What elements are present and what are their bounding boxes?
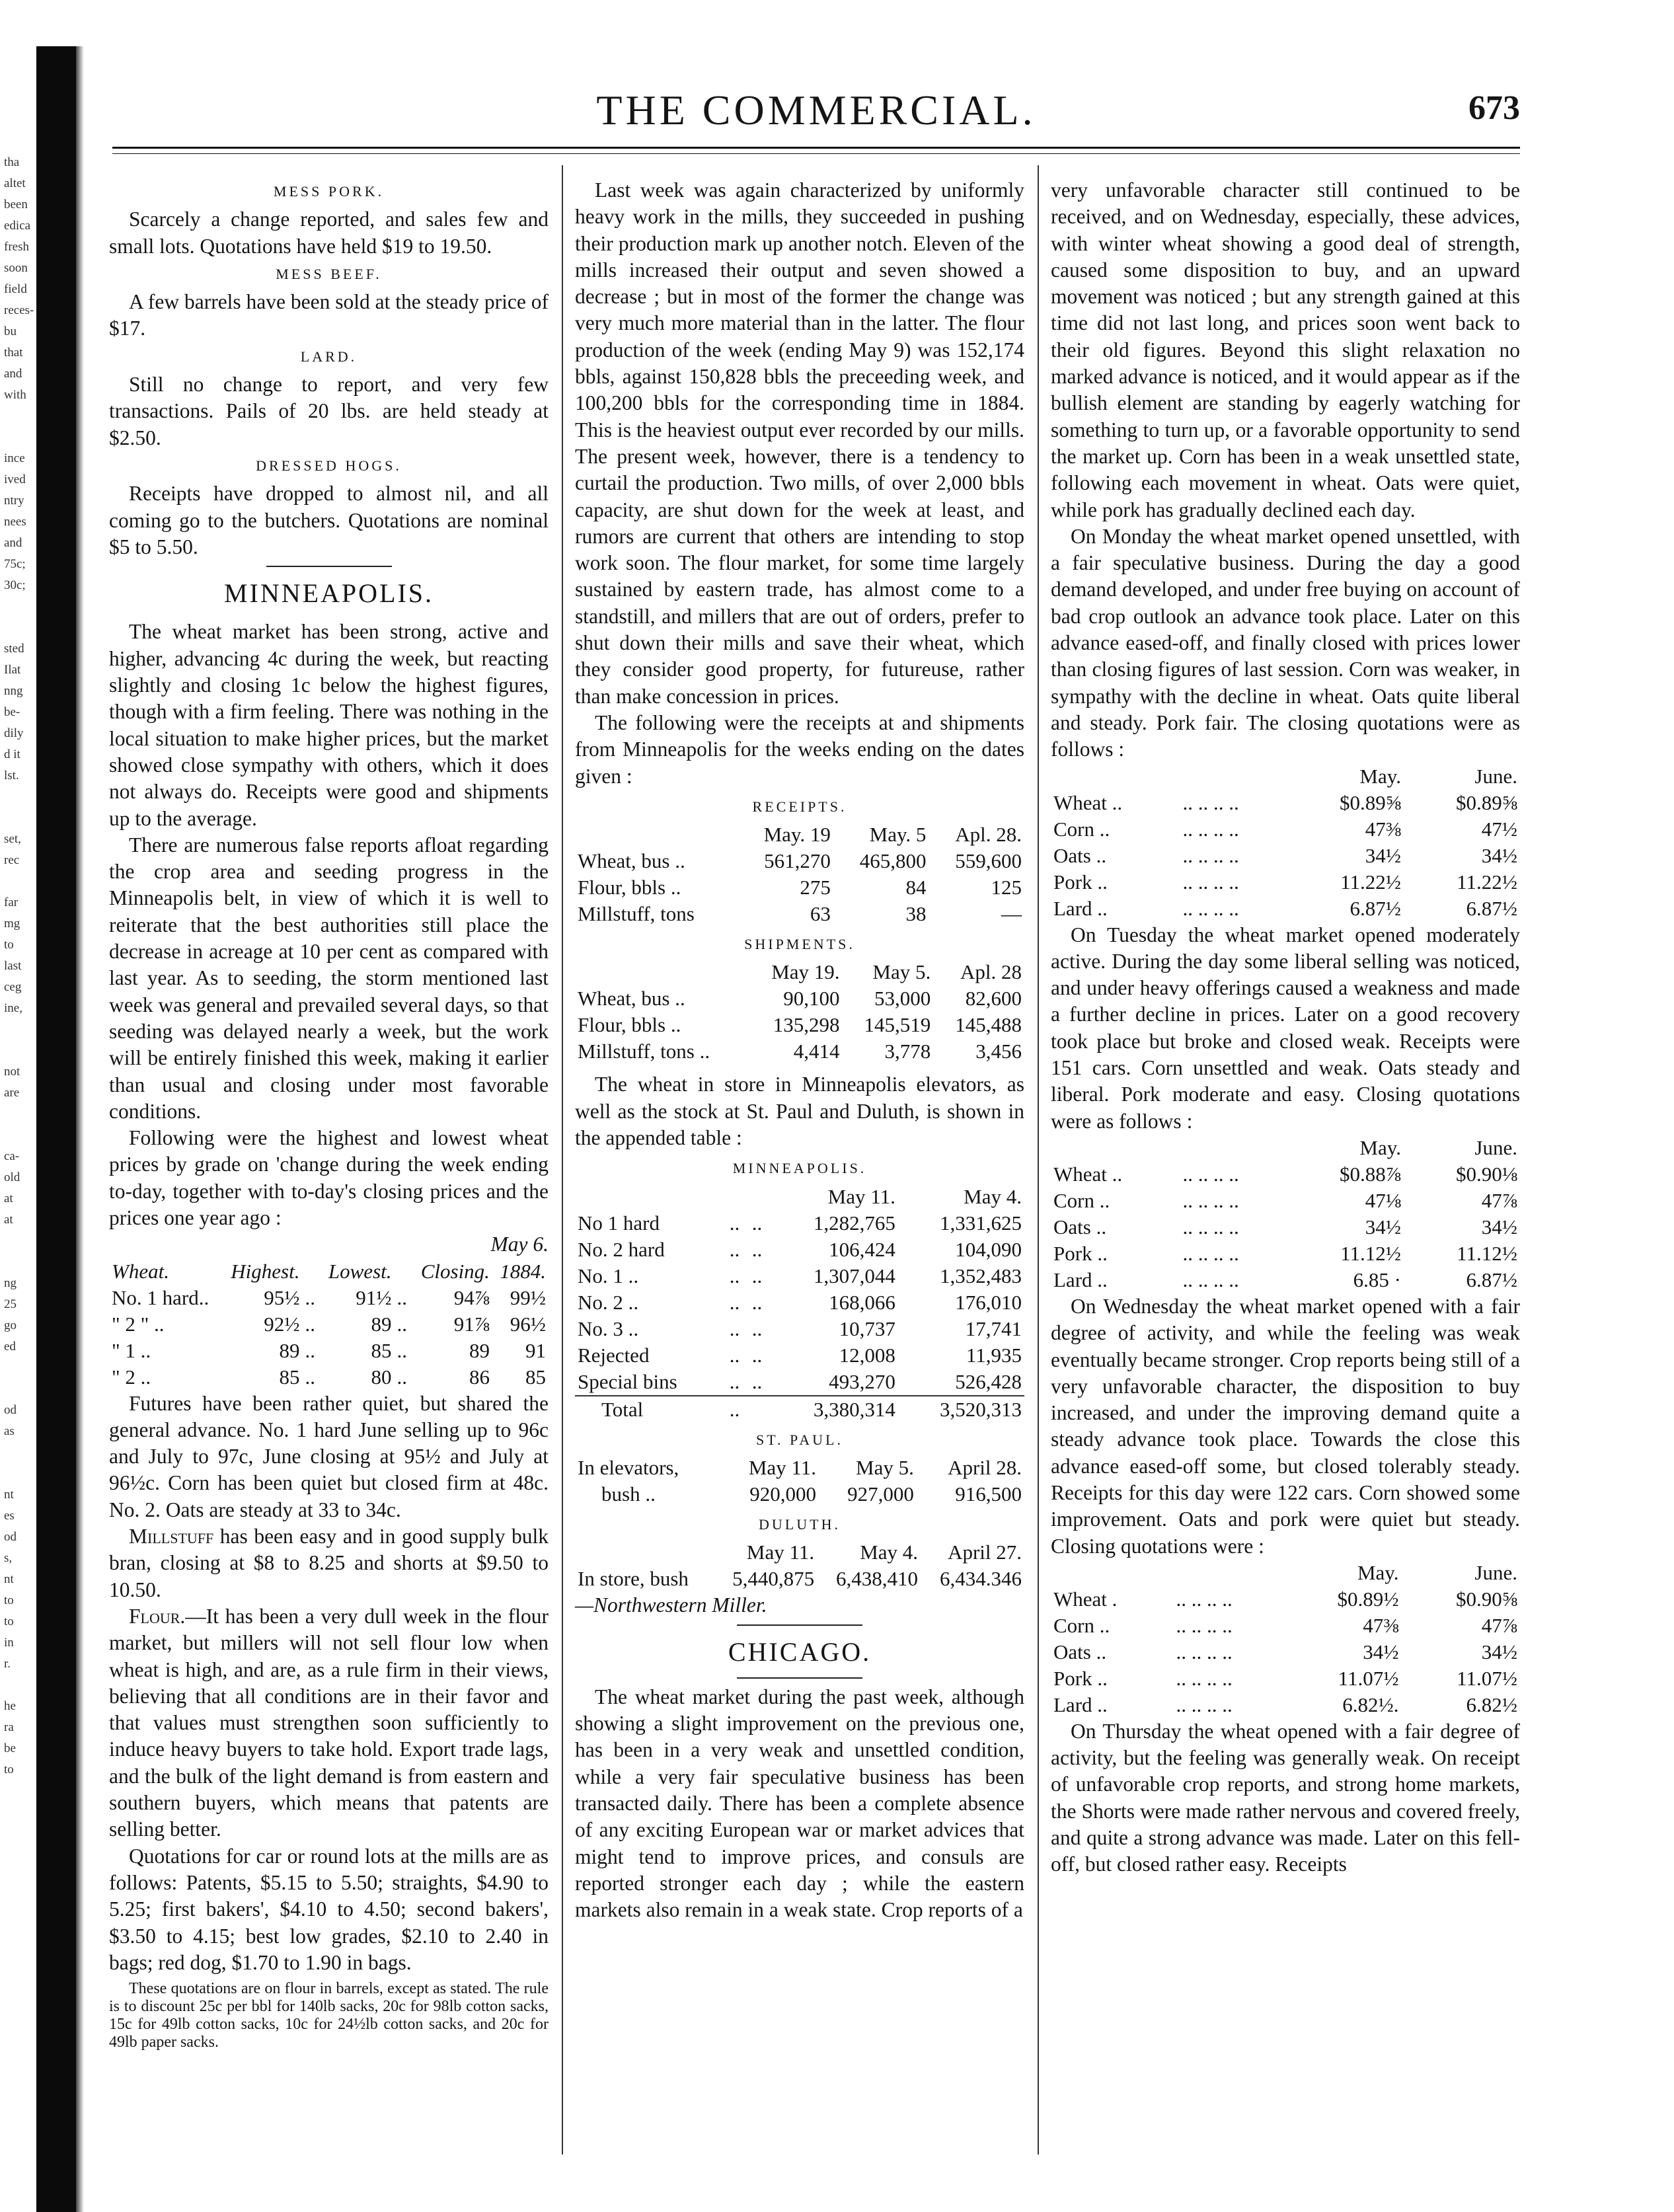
table-cell: Rejected <box>578 1343 650 1367</box>
table-row <box>1051 1613 1520 1639</box>
page-number: 673 <box>1468 89 1520 127</box>
table-cell: 10,737 <box>839 1316 895 1340</box>
table-cell: .. <box>397 1338 407 1362</box>
table-cell: 6,438,410 <box>836 1567 919 1591</box>
table-cell: Special bins <box>578 1369 677 1393</box>
table-cell: 11,935 <box>966 1343 1022 1367</box>
table-cell: 85 <box>279 1365 300 1389</box>
quotations-table-wednesday <box>1051 1560 1520 1718</box>
paragraph-text: has been easy and in good supply bulk bran, closing at $8 to 8.25 and shorts at $9.50 to 10.50. <box>109 1525 549 1601</box>
paragraph: On Tuesday the wheat market opened moderately active. During the day some liberal selling was noticed, and under heavy offerings caused a weakness and made a further decline in prices. Later on a good recovery took place but broke and closed weak. Receipts were 151 cars. Corn unsettled and weak. Oats steady and liberal. Pork moderate and easy. Closing quotations were as follows : <box>1051 923 1520 1133</box>
table-cell: Wheat . <box>1053 1587 1118 1611</box>
table-cell: .. .. .. .. <box>1176 1693 1233 1716</box>
table-row <box>575 1289 1024 1316</box>
table-cell: No. 2 hard <box>578 1237 665 1261</box>
table-row <box>109 1364 549 1391</box>
header-rule-thin <box>112 153 1520 154</box>
table-cell: .. <box>397 1312 407 1336</box>
table-cell: 84 <box>905 876 927 899</box>
table-header: April 28. <box>948 1455 1022 1479</box>
table-cell: No. 1 .. <box>578 1264 639 1287</box>
table-cell: $0.90⅝ <box>1456 1587 1517 1611</box>
table-row <box>1051 1692 1520 1718</box>
quotations-table-tuesday <box>1051 1135 1520 1293</box>
run-in-heading: Millstuff <box>129 1525 214 1548</box>
table-header: May 5. <box>856 1455 914 1479</box>
table-cell: 89 <box>279 1338 300 1362</box>
table-row <box>575 1012 1024 1038</box>
table-header: May. <box>1357 1560 1399 1584</box>
table-cell: Wheat, bus .. <box>578 987 685 1011</box>
table-cell: 920,000 <box>749 1482 817 1506</box>
table-cell: 85 <box>525 1365 546 1389</box>
table-row <box>109 1285 549 1311</box>
table-cell: 99½ <box>510 1285 546 1309</box>
section-rule <box>737 1677 862 1679</box>
table-header: May 19. <box>771 960 840 984</box>
paragraph: The wheat market during the past week, although showing a slight improvement on the previous one, has been in a very weak and unsettled condition, while a very fair speculative business has been transacted daily. There has been a complete absence of any exciting European war or market advices that might tend to improve prices, and consuls are reported stronger each day ; while the eastern markets also remain in a weak state. Crop reports of a <box>575 1685 1024 1922</box>
table-cell: 89 <box>469 1338 490 1362</box>
table-cell: 176,010 <box>955 1290 1022 1314</box>
table-cell: No. 2 .. <box>578 1290 639 1314</box>
table-cell: 34½ <box>1363 1640 1399 1663</box>
table-cell: .. .. .. .. <box>1182 790 1239 814</box>
table-cell: Pork .. <box>1053 1666 1108 1690</box>
table-cell: 12,008 <box>839 1343 895 1367</box>
table-cell: Lard .. <box>1053 896 1108 920</box>
paragraph: A few barrels have been sold at the steady price of $17. <box>109 290 549 340</box>
table-row <box>575 901 1024 927</box>
table-cell: 104,090 <box>955 1237 1022 1261</box>
table-cell: .. <box>729 1264 740 1287</box>
section-title: CHICAGO. <box>728 1636 872 1667</box>
table-cell: 6,434.346 <box>940 1567 1022 1591</box>
table-cell: .. <box>397 1285 407 1309</box>
column-3 <box>1051 177 1520 1878</box>
table-heading: DULUTH. <box>759 1515 841 1533</box>
page-header <box>112 86 1520 139</box>
table-cell: .. .. .. .. <box>1182 1215 1239 1239</box>
table-cell: Flour, bbls .. <box>578 876 681 899</box>
table-cell: .. .. .. .. <box>1182 817 1239 841</box>
table-cell: bush .. <box>601 1482 656 1506</box>
table-cell: 47⅜ <box>1365 817 1401 841</box>
table-cell: 559,600 <box>955 849 1022 873</box>
table-cell: 34½ <box>1481 843 1517 867</box>
page-title: THE COMMERCIAL. <box>596 87 1036 133</box>
table-cell: 91 <box>525 1338 546 1362</box>
table-cell: 916,500 <box>955 1482 1022 1506</box>
table-cell: 493,270 <box>829 1369 895 1393</box>
table-cell: 1,352,483 <box>940 1264 1022 1287</box>
paragraph: The wheat in store in Minneapolis elevators, as well as the stock at St. Paul and Duluth, is shown in the appended table : <box>575 1073 1024 1150</box>
table-cell: 465,800 <box>859 849 927 873</box>
table-cell: Lard .. <box>1053 1268 1108 1291</box>
table-cell: 47⅞ <box>1481 1613 1517 1637</box>
table-cell: $0.88⅞ <box>1339 1162 1401 1186</box>
table-cell: 47⅛ <box>1365 1188 1401 1212</box>
table-cell: 38 <box>905 902 927 926</box>
table-cell: 145,519 <box>864 1013 931 1037</box>
table-cell: 47½ <box>1481 817 1517 841</box>
paragraph: Following were the highest and lowest wheat prices by grade on 'change during the week ending to-day, together with to-day's closing prices and the prices one year ago : <box>109 1126 549 1229</box>
section-title: MINNEAPOLIS. <box>223 578 434 609</box>
table-row <box>575 848 1024 874</box>
table-cell: $0.89½ <box>1337 1587 1399 1611</box>
table-cell: 91½ <box>356 1285 392 1309</box>
table-cell: 34½ <box>1481 1215 1517 1239</box>
table-cell: " 1 .. <box>112 1338 151 1362</box>
table-cell: 82,600 <box>965 987 1022 1011</box>
table-heading: MINNEAPOLIS. <box>732 1160 867 1177</box>
table-total-row <box>575 1396 1024 1423</box>
table-cell: 95½ <box>264 1285 300 1309</box>
table-cell: .. .. .. .. <box>1176 1666 1233 1690</box>
table-cell: .. <box>729 1343 740 1367</box>
table-header: June. <box>1474 1135 1517 1159</box>
table-cell: .. .. .. .. <box>1182 1162 1239 1186</box>
paragraph: Quotations for car or round lots at the mills are as follows: Patents, $5.15 to 5.50; straights, $4.90 to 5.25; first bakers', $4.10 to 4.50; second bakers', $3.50 to 4.15; best low grades, $2.10 to 2.40 in bags; red dog, $1.70 to 1.90 in bags. <box>109 1844 549 1974</box>
paragraph: The wheat market has been strong, active and higher, advancing 4c during the week, but reacting slightly and closing 1c below the highest figures, though with a firm feeling. There was nothing in the local situation to make higher prices, but the market showed close sympathy with others, which it does not always do. Receipts were good and shipments up to the average. <box>109 620 549 830</box>
table-cell: .. .. .. .. <box>1176 1613 1233 1637</box>
minneapolis-stock-table <box>575 1184 1024 1423</box>
table-cell: 89 <box>371 1312 392 1336</box>
table-cell: 11.12½ <box>1457 1241 1517 1265</box>
table-cell: 63 <box>810 902 831 926</box>
grade-prices-table <box>109 1258 549 1391</box>
table-cell: " 2 " .. <box>112 1312 165 1336</box>
table-cell: $0.89⅝ <box>1339 790 1401 814</box>
section-heading: LARD. <box>300 348 358 365</box>
paragraph: Last week was again characterized by uniformly heavy work in the mills, they succeeded in pushing their production mark up another notch. Eleven of the mills increased their output and seven showed a decrease ; but in most of the former the change was very much more material than in the latter. The flour production of the week (ending May 9) was 152,174 bbls, against 150,828 bbls the preceeding week, and 100,200 bbls for the corresponding time in 1884. This is the heaviest output ever recorded by our mills. The present week, however, there is a tendency to curtail the production. Two mills, of over 2,000 bbls capacity, are shut down for the week at least, and rumors are current that others are intending to stop work soon. The flour market, for some time largely sustained by eastern trade, has almost come to a standstill, and millers that are out of orders, prefer to shut down their mills and save their wheat, which they consider good property, for futureuse, rather than make concession in prices. <box>575 178 1024 708</box>
paragraph <box>109 1523 549 1603</box>
table-row <box>1051 1214 1520 1240</box>
table-header: May 4. <box>860 1541 919 1564</box>
section-rule <box>737 1624 862 1626</box>
table-header: May 5. <box>872 960 931 984</box>
table-cell: .. .. .. .. <box>1176 1587 1233 1611</box>
table-cell: 3,778 <box>884 1040 931 1063</box>
quotations-table-monday <box>1051 763 1520 922</box>
table-cell: Lard .. <box>1053 1693 1108 1716</box>
table-cell: 1,307,044 <box>813 1264 895 1287</box>
table-cell: .. <box>729 1369 740 1393</box>
table-cell: .. <box>751 1343 763 1367</box>
table-cell: .. <box>305 1285 315 1309</box>
binding-shadow <box>76 46 84 2212</box>
table-cell: 11.07½ <box>1457 1666 1517 1690</box>
table-header: Closing. <box>420 1259 490 1283</box>
table-row <box>1051 869 1520 896</box>
table-row <box>575 1210 1024 1237</box>
table-cell: Corn .. <box>1053 817 1110 841</box>
table-row <box>1051 790 1520 816</box>
table-header: June. <box>1474 1560 1517 1584</box>
table-cell: .. .. .. .. <box>1182 870 1239 894</box>
source-credit: —Northwestern Miller. <box>575 1593 767 1617</box>
footnote: These quotations are on flour in barrels, except as stated. The rule is to discount 25c per bbl for 140lb sacks, 20c for 98lb cotton sacks, 15c for 49lb cotton sacks, 10c for 24½lb cotton sacks, and 20c for 49lb paper sacks. <box>109 1980 549 2051</box>
table-cell: No. 1 hard.. <box>112 1285 209 1309</box>
table-cell: 34½ <box>1481 1640 1517 1663</box>
table-cell: .. .. .. .. <box>1182 1241 1239 1265</box>
table-cell: 6.82½. <box>1342 1693 1399 1716</box>
table-cell: 3,380,314 <box>813 1397 895 1421</box>
table-cell: .. <box>729 1290 740 1314</box>
duluth-table <box>575 1539 1024 1592</box>
table-cell: .. <box>729 1237 740 1261</box>
table-row <box>1051 843 1520 869</box>
table-cell: 6.87½ <box>1466 896 1517 920</box>
table-header: May 11. <box>827 1184 895 1208</box>
table-cell: .. .. .. .. <box>1182 896 1239 920</box>
table-cell: Millstuff, tons .. <box>578 1040 710 1063</box>
table-cell: .. <box>729 1211 740 1235</box>
table-cell: 3,456 <box>975 1040 1022 1063</box>
table-cell: .. <box>397 1365 407 1389</box>
table-cell: 275 <box>800 876 831 899</box>
table-heading: SHIPMENTS. <box>744 936 855 953</box>
table-header: May. <box>1359 764 1401 788</box>
paragraph: On Thursday the wheat opened with a fair degree of activity, but the feeling was generally weak. On receipt of unfavorable crop reports, and strong home markets, the Shorts were made rather nervous and covered freely, and quite a strong advance was made. Later on this fell-off, but closed rather easy. Receipts <box>1051 1719 1520 1876</box>
table-cell: 168,066 <box>829 1290 895 1314</box>
table-cell: Total <box>601 1397 644 1421</box>
table-row <box>575 1316 1024 1342</box>
table-cell: 6.87½ <box>1350 896 1401 920</box>
table-cell: 1,282,765 <box>813 1211 895 1235</box>
table-cell: 91⅞ <box>453 1312 490 1336</box>
table-cell: Oats .. <box>1053 843 1107 867</box>
table-cell: 85 <box>371 1338 392 1362</box>
table-cell: Wheat .. <box>1053 1162 1123 1186</box>
table-row <box>1051 1161 1520 1188</box>
table-cell: 92½ <box>264 1312 300 1336</box>
table-header: 1884. <box>500 1259 546 1283</box>
table-heading: RECEIPTS. <box>752 798 847 815</box>
table-row <box>1051 1665 1520 1692</box>
table-cell: 47⅞ <box>1481 1188 1517 1212</box>
table-cell: .. .. .. .. <box>1182 843 1239 867</box>
paragraph: The following were the receipts at and shipments from Minneapolis for the weeks ending on the dates given : <box>575 710 1024 788</box>
table-cell: Pork .. <box>1053 870 1108 894</box>
table-cell: 3,520,313 <box>940 1397 1022 1421</box>
paragraph: Still no change to report, and very few transactions. Pails of 20 lbs. are held steady at $2.50. <box>109 373 549 449</box>
paragraph: On Monday the wheat market opened unsettled, with a fair speculative business. During the day a good demand developed, and under free buying on account of bad crop outlook an advance took place. Later on this advance eased-off, and finally closed with prices lower than closing figures of last session. Corn was weaker, in sympathy with the decline in wheat. Oats quite liberal and steady. Pork fair. The closing quotations were as follows : <box>1051 524 1520 761</box>
paragraph: Futures have been rather quiet, but shared the general advance. No. 1 hard June selling up to 96c and July to 97c, June closing at 95½ and July at 96½c. Corn has been quiet but closed firm at 48c. No. 2. Oats are steady at 33 to 34c. <box>109 1391 549 1521</box>
section-heading: MESS PORK. <box>273 183 385 200</box>
section-heading: DRESSED HOGS. <box>256 457 402 474</box>
table-cell: 125 <box>991 876 1022 899</box>
table-cell: 94⅞ <box>453 1285 490 1309</box>
table-cell: 11.12½ <box>1340 1241 1401 1265</box>
table-row <box>1051 1586 1520 1613</box>
table-cell: In elevators, <box>578 1455 679 1479</box>
table-row <box>1051 1240 1520 1267</box>
table-row <box>1051 1188 1520 1214</box>
table-header: May. <box>1359 1135 1401 1159</box>
table-cell: Oats .. <box>1053 1640 1107 1663</box>
table-cell: 1,331,625 <box>940 1211 1022 1235</box>
table-cell: 6.82½ <box>1466 1693 1517 1716</box>
header-rule <box>112 147 1520 149</box>
table-header: May. 5 <box>869 823 927 847</box>
table-cell: 86 <box>469 1365 490 1389</box>
table-cell: 11.22½ <box>1340 870 1401 894</box>
column-divider <box>562 165 563 2155</box>
table-cell: .. <box>305 1365 315 1389</box>
run-in-heading: Flour. <box>129 1604 186 1628</box>
table-cell: 34½ <box>1365 843 1401 867</box>
table-row <box>575 1263 1024 1289</box>
table-cell: .. .. .. .. <box>1182 1268 1239 1291</box>
table-cell: .. .. .. .. <box>1176 1640 1233 1663</box>
paragraph: Scarcely a change reported, and sales few and small lots. Quotations have held $19 to 19.50. <box>109 208 549 258</box>
table-cell: Corn .. <box>1053 1188 1110 1212</box>
table-date: May 6. <box>490 1233 549 1256</box>
table-row <box>109 1311 549 1338</box>
table-row <box>575 1481 1024 1507</box>
table-cell: .. <box>729 1397 740 1421</box>
table-row <box>575 1342 1024 1369</box>
table-header: May 11. <box>746 1541 815 1564</box>
table-header: May. 19 <box>763 823 831 847</box>
adjacent-page-fragments: tha altet been edica fresh soon field reces- bu that and with ince ived ntry nees and 75c; 30c; sted Ilat nng be- dily d it lst. set, rec far mg to last ceg ine, not are ca- old at at ng 25 go ed od as nt es od s, nt to to in r. he ra be to <box>4 155 34 1776</box>
table-cell: .. .. .. .. <box>1182 1188 1239 1212</box>
table-row <box>575 874 1024 901</box>
paragraph: very unfavorable character still continued to be received, and on Wednesday, especially, these advices, with winter wheat showing a good deal of strength, caused some disposition to buy, and an upward movement was noticed ; but any strength gained at this time did not last long, and prices soon went back to their old figures. Beyond this slight relaxation no marked advance is noticed, and it would appear as if the bullish element are standing by eagerly watching for something to turn up, or a favorable opportunity to send the market up. Corn has been in a weak unsettled state, following each movement in wheat. Oats were quiet, while pork has gradually declined each day. <box>1051 178 1520 521</box>
table-cell: 145,488 <box>955 1013 1022 1037</box>
table-cell: Pork .. <box>1053 1241 1108 1265</box>
table-header: Highest. <box>231 1259 300 1283</box>
paragraph: On Wednesday the wheat market opened with a fair degree of activity, and while the feeling was weak eventually became stronger. Crop reports being still of a very unfavorable character, the disposition to buy increased, and under the improving demand quite a steady advance took place. Towards the close this advance eased-off some, but closed tolerably steady. Receipts for this day were 122 cars. Corn showed some improvement. Oats and pork were quiet but steady. Closing quotations were : <box>1051 1294 1520 1558</box>
table-cell: No 1 hard <box>578 1211 660 1235</box>
table-cell: Flour, bbls .. <box>578 1013 681 1037</box>
table-cell: .. <box>751 1316 763 1340</box>
table-cell: 6.87½ <box>1466 1268 1517 1291</box>
shipments-table <box>575 959 1024 1065</box>
table-cell: 6.85 · <box>1353 1268 1401 1291</box>
table-row <box>1051 896 1520 922</box>
column-1 <box>109 177 549 2051</box>
table-cell: .. <box>751 1237 763 1261</box>
table-cell: In store, bush <box>578 1567 689 1591</box>
table-cell: .. <box>751 1211 763 1235</box>
table-row <box>575 985 1024 1012</box>
table-cell: 106,424 <box>829 1237 895 1261</box>
column-2 <box>575 177 1024 1923</box>
table-cell: " 2 .. <box>112 1365 151 1389</box>
binding-spine <box>36 46 76 2212</box>
table-cell: 135,298 <box>773 1013 840 1037</box>
table-cell: — <box>1001 902 1022 926</box>
table-header: June. <box>1474 764 1517 788</box>
table-row <box>109 1338 549 1364</box>
table-row <box>575 1369 1024 1396</box>
st-paul-table <box>575 1455 1024 1507</box>
table-cell: 47⅜ <box>1363 1613 1399 1637</box>
table-row <box>575 1566 1024 1592</box>
table-header: Apl. 28. <box>955 823 1022 847</box>
table-cell: 34½ <box>1365 1215 1401 1239</box>
column-divider <box>1038 165 1039 2155</box>
table-cell: 561,270 <box>764 849 831 873</box>
table-cell: 526,428 <box>955 1369 1022 1393</box>
table-cell: 96½ <box>510 1312 546 1336</box>
table-heading: ST. PAUL. <box>756 1431 843 1448</box>
table-cell: 927,000 <box>847 1482 914 1506</box>
section-rule <box>266 566 392 567</box>
table-cell: 90,100 <box>783 987 840 1011</box>
table-cell: No. 3 .. <box>578 1316 639 1340</box>
table-cell: $0.90⅛ <box>1456 1162 1517 1186</box>
table-header: May 11. <box>748 1455 817 1479</box>
table-header: Lowest. <box>328 1259 392 1283</box>
table-cell: $0.89⅝ <box>1456 790 1517 814</box>
table-cell: .. <box>751 1264 763 1287</box>
table-cell: 17,741 <box>965 1316 1022 1340</box>
table-cell: .. <box>751 1369 763 1393</box>
table-cell: 80 <box>371 1365 392 1389</box>
table-row <box>1051 816 1520 843</box>
table-cell: .. <box>305 1312 315 1336</box>
table-cell: .. <box>305 1338 315 1362</box>
table-cell: Corn .. <box>1053 1613 1110 1637</box>
table-row <box>1051 1639 1520 1665</box>
table-cell: Wheat, bus .. <box>578 849 685 873</box>
paragraph <box>109 1603 549 1843</box>
paragraph-text: —It has been a very dull week in the flour market, but millers will not sell flour low when wheat is high, and are, as a rule firm in their views, believing that all conditions are in their favor and that values must strengthen soon sufficiently to induce heavy buyers to take hold. Export trade lags, and the bulk of the light demand is from eastern and southern buyers, which means that patents are selling better. <box>109 1604 549 1841</box>
table-cell: Wheat .. <box>1053 790 1123 814</box>
paragraph: Receipts have dropped to almost nil, and all coming go to the butchers. Quotations are nominal $5 to 5.50. <box>109 482 549 558</box>
section-heading: MESS BEEF. <box>276 265 382 282</box>
table-cell: 11.07½ <box>1338 1666 1399 1690</box>
table-header: Apl. 28 <box>960 960 1022 984</box>
table-cell: 53,000 <box>874 987 931 1011</box>
paragraph: There are numerous false reports afloat regarding the crop area and seeding progress in the Minneapolis belt, in view of which it is well to reiterate that the best authorities still place the decrease in acreage at 10 per cent as compared with last year. As to seeding, the storm mentioned last week was general and prevailed several days, so that seeding was delayed nearly a week, but the work will be entirely finished this week, making it earlier than usual and closing under most favorable conditions. <box>109 833 549 1123</box>
receipts-table <box>575 821 1024 927</box>
table-header: April 27. <box>948 1541 1022 1564</box>
table-header: May 4. <box>964 1184 1022 1208</box>
table-row <box>575 1038 1024 1065</box>
table-header: Wheat. <box>112 1259 169 1283</box>
table-cell: .. <box>751 1290 763 1314</box>
table-cell: Millstuff, tons <box>578 902 695 926</box>
table-row <box>575 1237 1024 1263</box>
table-row <box>1051 1267 1520 1293</box>
table-cell: 11.22½ <box>1457 870 1517 894</box>
table-cell: Oats .. <box>1053 1215 1107 1239</box>
table-cell: 4,414 <box>793 1040 840 1063</box>
table-cell: .. <box>729 1316 740 1340</box>
table-cell: 5,440,875 <box>732 1567 815 1591</box>
